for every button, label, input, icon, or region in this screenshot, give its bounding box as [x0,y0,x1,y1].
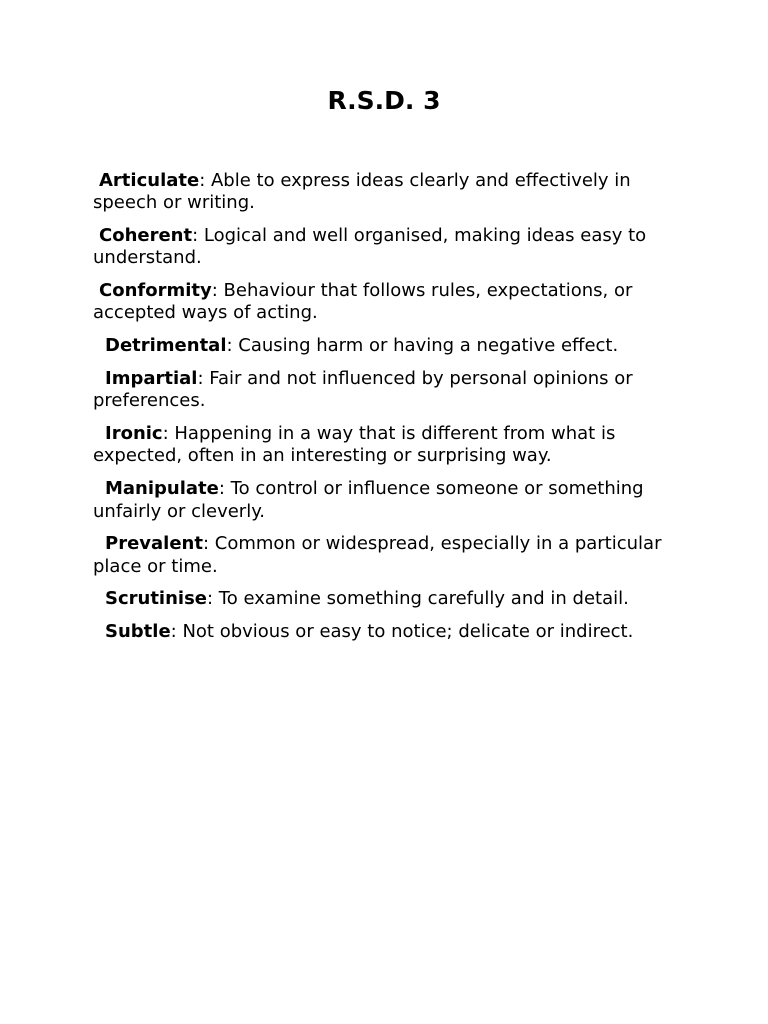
glossary-entry-prevalent [93,533,683,578]
entry-definition: : To control or influence someone or something unfairly or cleverly. [93,478,644,522]
glossary-entry-scrutinise [93,588,683,610]
entry-definition: : Happening in a way that is different from what is expected, often in an interesting or surprising way. [93,423,616,467]
glossary-entry-detrimental [93,335,683,357]
entry-definition: : Not obvious or easy to notice; delicate or indirect. [170,621,634,643]
glossary-entry-coherent [93,225,683,270]
entry-definition: : To examine something carefully and in detail. [207,588,629,610]
entry-term: Scrutinise [105,588,208,610]
entry-term: Ironic [105,423,163,445]
entry-definition: : Common or widespread, especially in a particular place or time. [93,533,662,577]
entry-term: Detrimental [105,335,227,357]
entry-term: Conformity [99,280,212,302]
glossary-entry-ironic [93,423,683,468]
glossary-entry-conformity [93,280,683,325]
glossary-entry-articulate [93,170,683,215]
entry-definition: : Fair and not influenced by personal opinions or preferences. [93,368,633,412]
glossary-entry-subtle [93,621,683,643]
entry-definition: : Logical and well organised, making ideas easy to understand. [93,225,647,269]
entry-term: Articulate [99,170,200,191]
entry-term: Manipulate [105,478,219,500]
entry-definition: : Able to express ideas clearly and effectively in speech or writing. [93,170,631,214]
entry-term: Subtle [105,621,171,643]
entry-term: Prevalent [105,533,203,555]
glossary-entry-impartial [93,368,683,413]
glossary-list [93,170,683,654]
page-title: R.S.D. 3 [327,86,441,115]
entry-definition: : Causing harm or having a negative effect. [226,335,619,357]
entry-term: Impartial [105,368,198,390]
entry-definition: : Behaviour that follows rules, expectations, or accepted ways of acting. [93,280,633,324]
glossary-entry-manipulate [93,478,683,523]
entry-term: Coherent [99,225,193,247]
